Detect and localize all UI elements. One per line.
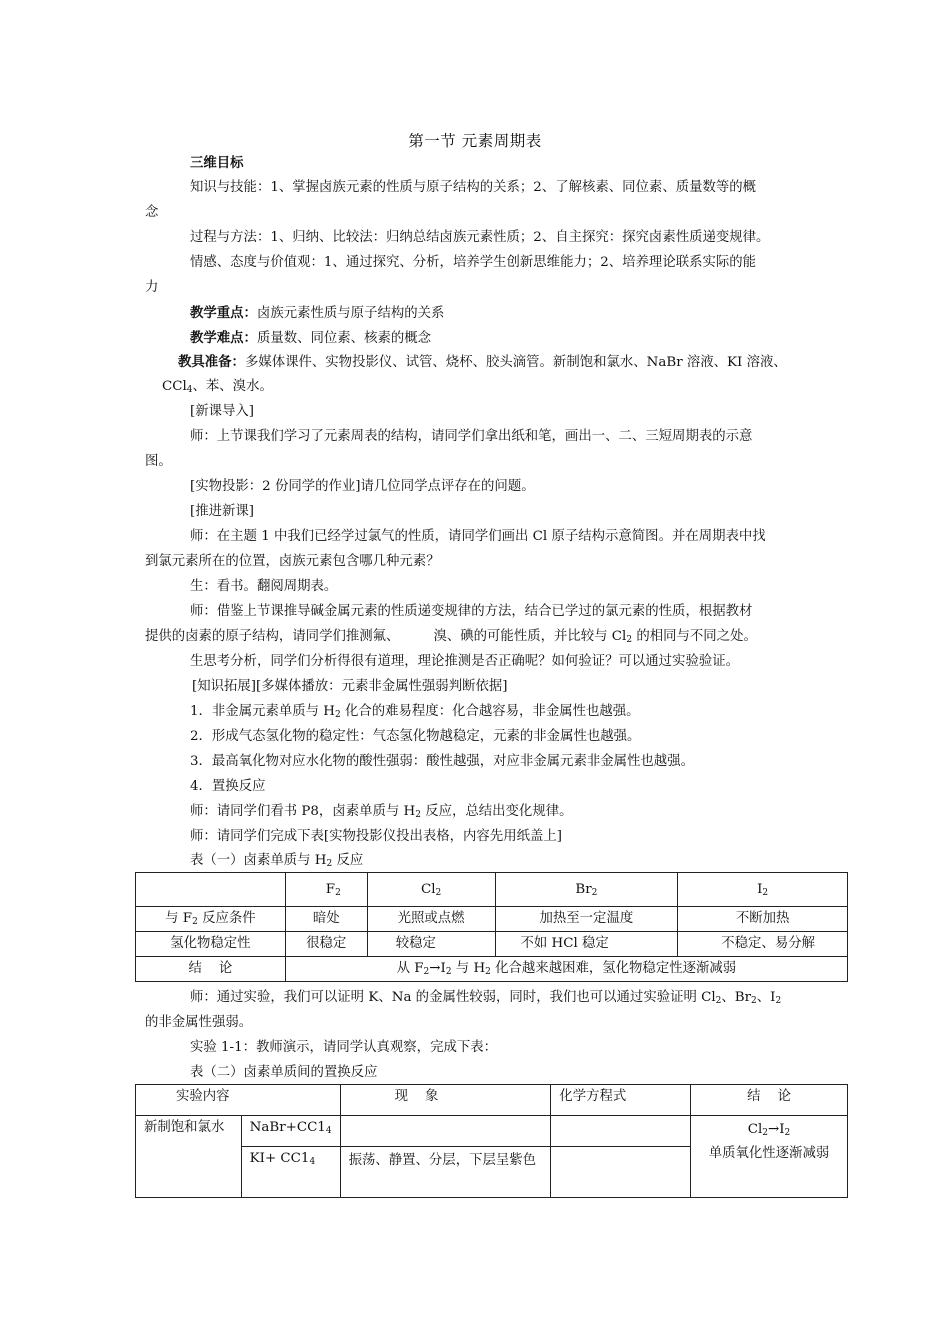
experiment-line: 实验 1-1：教师演示，请同学认真观察，完成下表： — [190, 1040, 498, 1055]
teaching-difficulty-text: 质量数、同位素、核素的概念 — [256, 331, 432, 346]
table-row — [136, 1116, 848, 1147]
table-row — [136, 932, 848, 957]
table-row — [136, 873, 848, 907]
halogen-displacement-table — [135, 1084, 848, 1198]
advance-lesson: [推进新课] — [190, 504, 255, 519]
projection-line: [实物投影：2 份同学的作业]请几位同学点评存在的问题。 — [190, 479, 535, 494]
table-cell: 不稳定、易分解 — [678, 932, 848, 957]
teaching-difficulty — [190, 329, 431, 348]
table-row-label: 结 论 — [136, 957, 286, 982]
reagent-sub-cell: $NaBr+CC1_4$ — [241, 1116, 340, 1147]
teaching-difficulty-label: 教学难点： — [190, 330, 257, 346]
emotion-goal-line2: 力 — [145, 280, 159, 295]
teaching-key-label: 教学重点： — [190, 305, 257, 321]
table-cell — [340, 1116, 551, 1147]
table-header-cell: 现 象 — [340, 1085, 551, 1116]
new-lesson-intro: [新课导入] — [190, 404, 255, 419]
reagent-sub-cell: $KI+ CC1_4$ — [241, 1147, 340, 1198]
table-cell: 加热至一定温度 — [495, 907, 678, 932]
teacher-line2: 师：在主题 1 中我们已经学过氯气的性质，请同学们画出 Cl 原子结构示意简图。并在周期表中找 — [190, 529, 766, 544]
table-cell: 不如 HCl 稳定 — [495, 932, 678, 957]
table-row — [136, 907, 848, 932]
teacher-line3: 师：借鉴上节课推导碱金属元素的性质递变规律的方法，结合已学过的氯元素的性质，根据教材 — [190, 604, 753, 619]
table-row — [136, 1085, 848, 1116]
table-row-label: 与 $F_2$ 反应条件 — [136, 907, 286, 932]
table-header-cell: $Cl_2$ — [367, 873, 495, 907]
conclusion-cell: $Cl_2\to I_2$ 单质氧化性逐渐减弱 — [690, 1116, 847, 1198]
teaching-tools-line2: CCl$_4$、苯、溴水。 — [162, 379, 273, 395]
table-header-cell: $F_2$ — [285, 873, 367, 907]
teaching-tools — [178, 353, 787, 372]
rule-2: 2．形成气态氢化物的稳定性：气态氢化物越稳定，元素的非金属性也越强。 — [190, 729, 641, 744]
table-row-label: 氢化物稳定性 — [136, 932, 286, 957]
rule-1: 1．非金属元素单质与 $H_2$ 化合的难易程度：化合越容易，非金属性也越强。 — [190, 704, 640, 720]
student-line1: 生：看书。翻阅周期表。 — [190, 579, 338, 594]
table2-caption: 表（二）卤素单质间的置换反应 — [190, 1065, 378, 1080]
table-header-cell: $Br_2$ — [495, 873, 678, 907]
table-cell — [551, 1116, 691, 1147]
table-cell — [551, 1147, 691, 1198]
reagent-cell: 新制饱和氯水 — [136, 1116, 242, 1198]
teacher-line1: 师：上节课我们学习了元素周表的结构，请同学们拿出纸和笔，画出一、二、三短周期表的示意 — [190, 429, 753, 444]
teaching-key-text: 卤族元素性质与原子结构的关系 — [256, 306, 445, 321]
teacher-line5: 师：请同学们完成下表[实物投影仪投出表格，内容先用纸盖上] — [190, 829, 562, 844]
table-header-cell: 化学方程式 — [551, 1085, 691, 1116]
table-cell — [136, 873, 286, 907]
process-goal: 过程与方法：1、归纳、比较法：归纳总结卤族元素性质；2、自主探究：探究卤素性质递变规律。 — [190, 230, 770, 245]
table-header-cell: 结 论 — [690, 1085, 847, 1116]
teaching-tools-text: 多媒体课件、实物投影仪、试管、烧杯、胶头滴管。新制饱和氯水、NaBr 溶液、KI 溶液、 — [244, 355, 787, 370]
teacher-line6-cont: 的非金属性强弱。 — [145, 1015, 253, 1030]
table-cell: 很稳定 — [285, 932, 367, 957]
table-cell: 光照或点燃 — [367, 907, 495, 932]
table1-caption: 表（一）卤素单质与 $H_2$ 反应 — [190, 853, 364, 869]
teacher-line3-cont: 提供的卤素的原子结构，请同学们推测氟、 溴、碘的可能性质，并比较与 $Cl_2$ 的相同与不同之处。 — [145, 629, 757, 645]
teacher-line2-cont: 到氯元素所在的位置，卤族元素包含哪几种元素？ — [145, 554, 440, 569]
knowledge-extension: [知识拓展][多媒体播放：元素非金属性强弱判断依据] — [192, 679, 508, 694]
rule-4: 4．置换反应 — [190, 779, 266, 794]
knowledge-goal-line2: 念 — [145, 205, 159, 220]
table-row — [136, 957, 848, 982]
teacher-line4: 师：请同学们看书 P8，卤素单质与 $H_2$ 反应，总结出变化规律。 — [190, 804, 573, 820]
emotion-goal-line1: 情感、态度与价值观：1、通过探究、分析，培养学生创新思维能力；2、培养理论联系实际的能 — [190, 255, 757, 270]
table-cell: 较稳定 — [367, 932, 495, 957]
student-line2: 生思考分析，同学们分析得很有道理，理论推测是否正确呢？如何验证？可以通过实验验证。 — [190, 654, 740, 669]
teaching-key — [190, 304, 444, 323]
table-cell: 暗处 — [285, 907, 367, 932]
teacher-line1-cont: 图。 — [145, 454, 172, 469]
teacher-line6: 师：通过实验，我们可以证明 K、Na 的金属性较弱，同时，我们也可以通过实验证明 $Cl_2$、$Br_2$、$I_2$ — [190, 990, 782, 1006]
table-conclusion-cell: 从 $F_2\to I_2$ 与 $H_2$ 化合越来越困难，氢化物稳定性逐渐减弱 — [285, 957, 847, 982]
rule-3: 3．最高氧化物对应水化物的酸性强弱：酸性越强，对应非金属元素非金属性也越强。 — [190, 754, 694, 769]
knowledge-goal-line1: 知识与技能：1、掌握卤族元素的性质与原子结构的关系；2、了解核素、同位素、质量数等的概 — [190, 180, 757, 195]
goals-heading: 三维目标 — [190, 155, 244, 171]
halogen-hydrogen-table — [135, 872, 848, 982]
teaching-tools-label: 教具准备： — [178, 354, 245, 370]
page-title: 第一节 元素周期表 — [408, 132, 542, 150]
phenomenon-cell: 振荡、静置、分层，下层呈紫色 — [340, 1147, 551, 1198]
table-cell: 不断加热 — [678, 907, 848, 932]
table-header-cell: 实验内容 — [136, 1085, 341, 1116]
table-header-cell: $I_2$ — [678, 873, 848, 907]
